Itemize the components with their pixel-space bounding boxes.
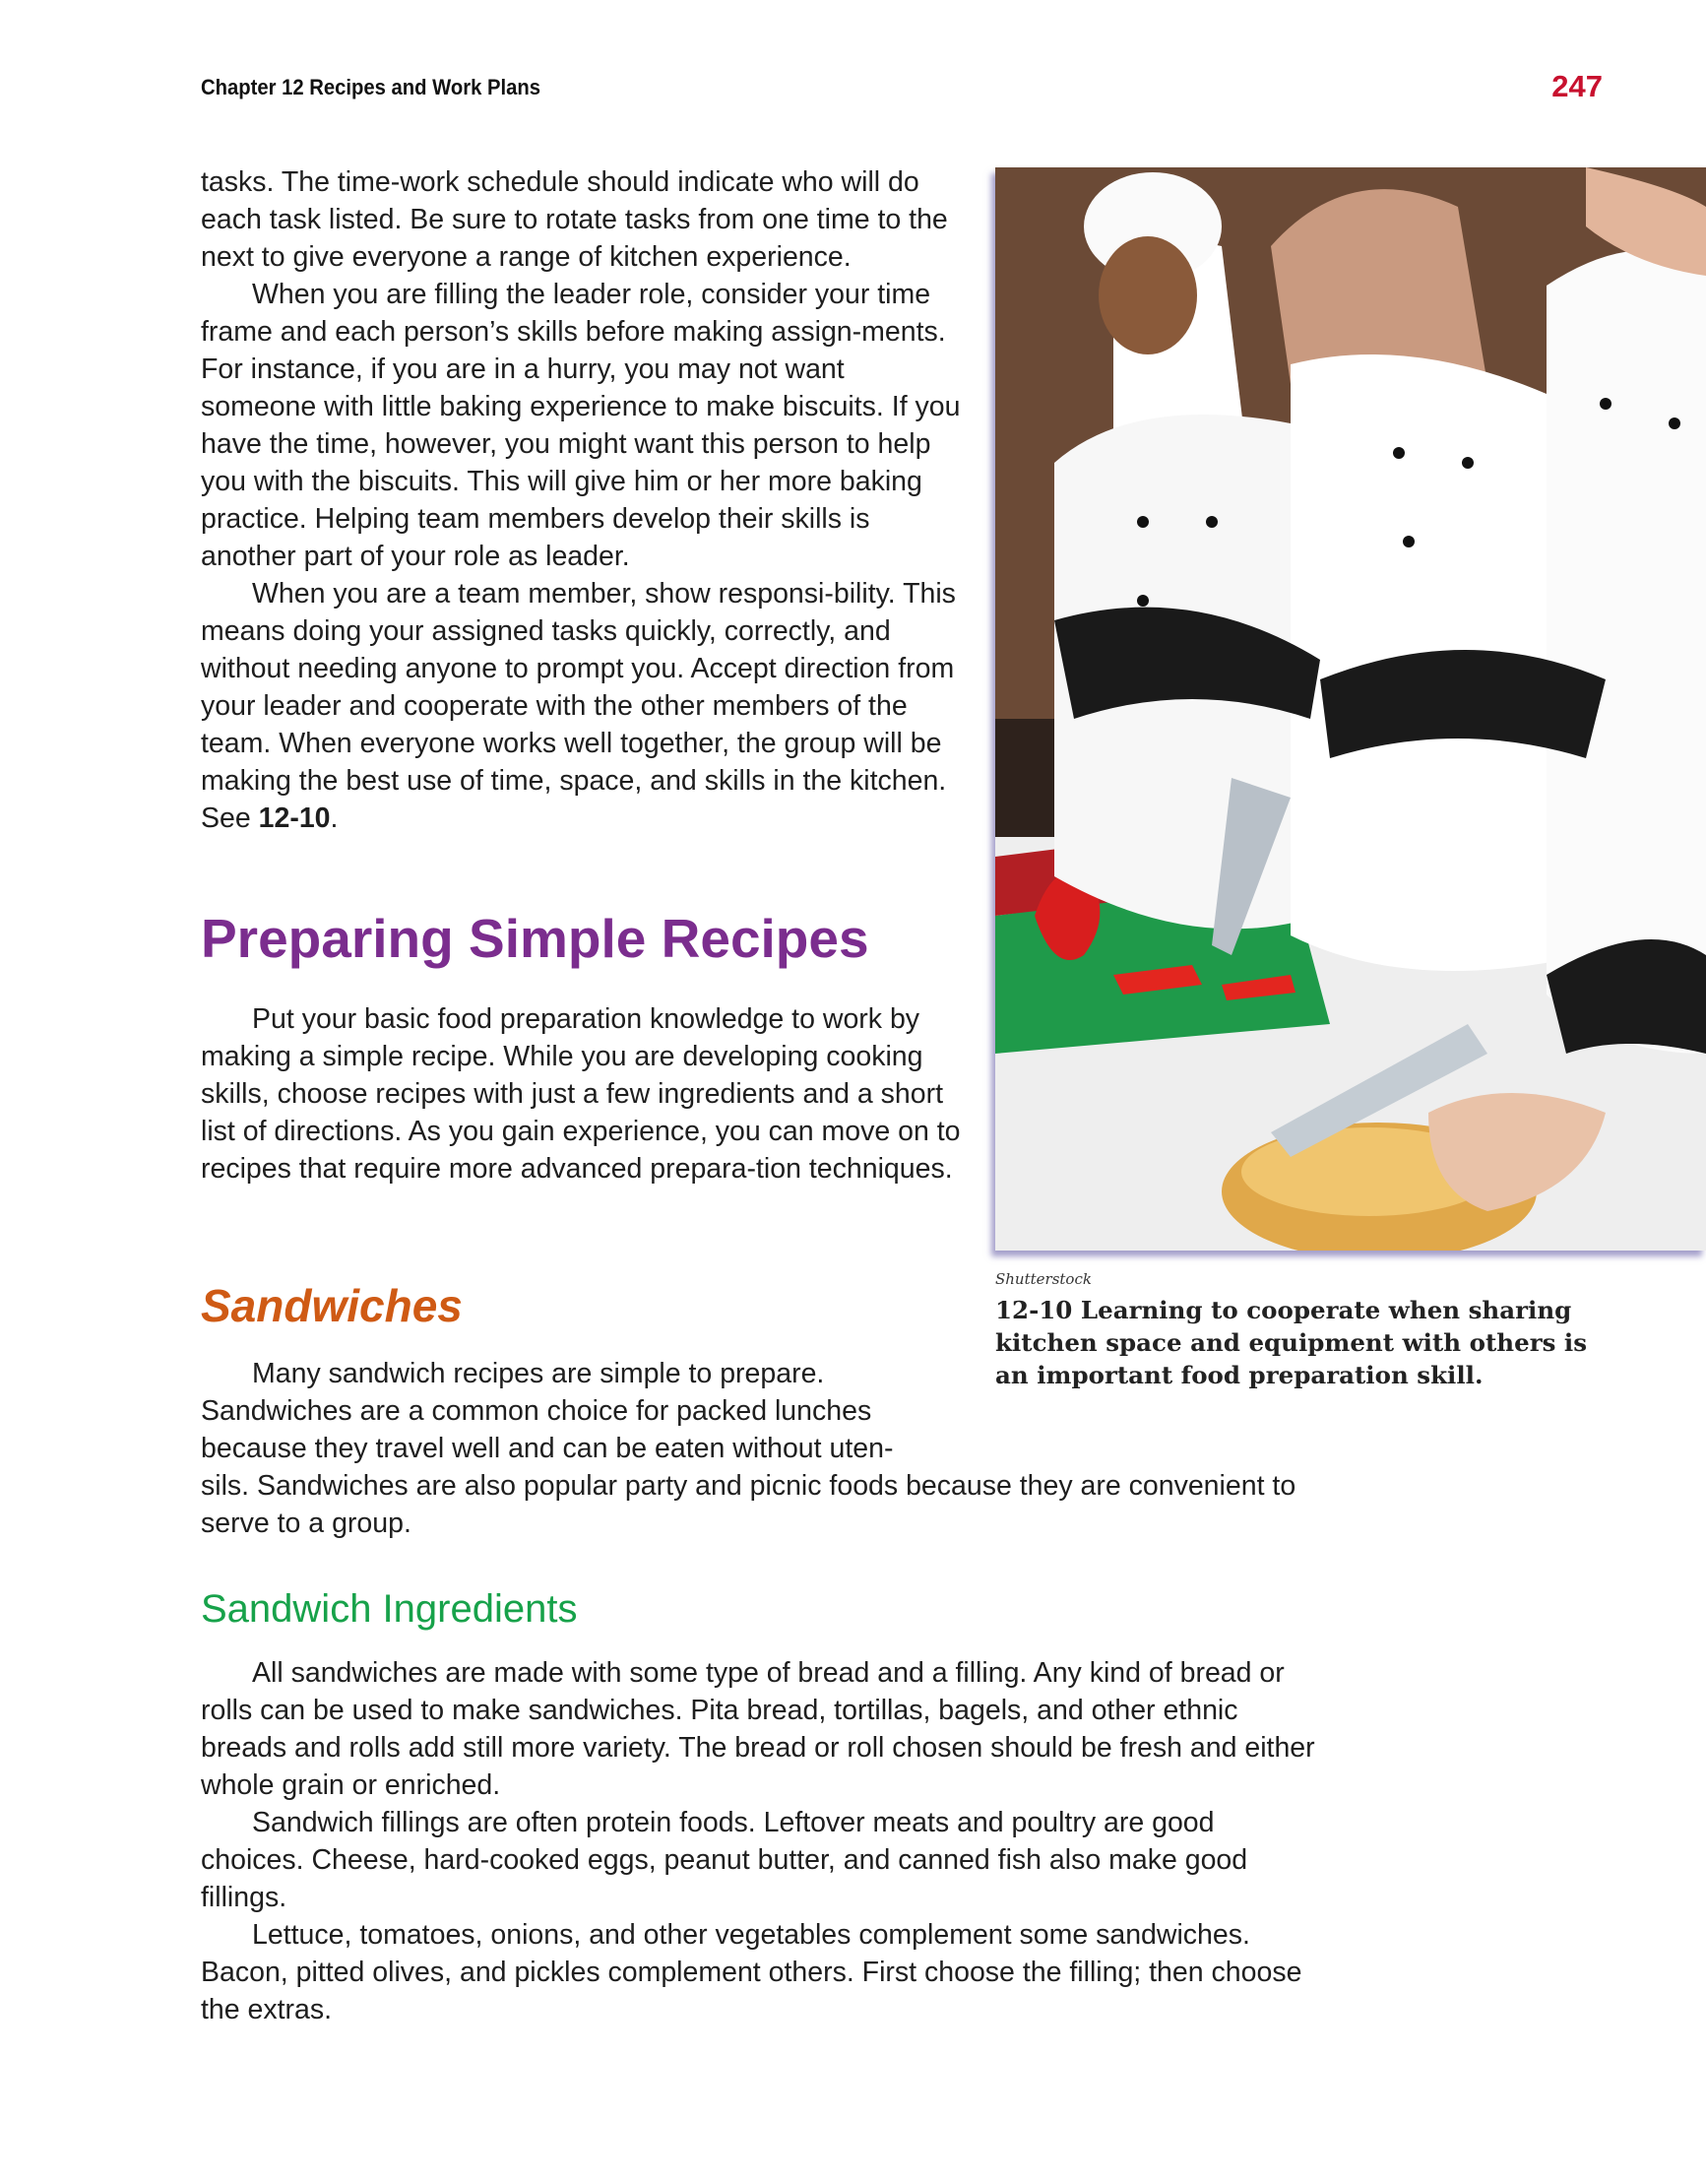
- section-paragraph: Put your basic food preparation knowledge to work by making a simple recipe. While you are developing cooking skills, choose recipes with just a few ingredients and a short list of directions. As you gain experience, you can move on to recipes that require more advanced prepara-tion techniques.: [201, 1003, 961, 1185]
- sandwiches-paragraph-start: Many sandwich recipes are simple to prepare. Sandwiches are a common choice for packed lunches because they travel well and can be eaten without uten-: [201, 1358, 894, 1464]
- intro-paragraph-3: [201, 575, 961, 837]
- figure-caption: 12-10 Learning to cooperate when sharing kitchen space and equipment with others is an important food preparation skill.: [995, 1296, 1588, 1389]
- sandwiches-body-narrow: [201, 1355, 961, 1467]
- intro-paragraph-3-text: When you are a team member, show responsi-bility. This means doing your assigned tasks quickly, correctly, and without needing anyone to prompt you. Accept direction from your leader and cooperate with the other members of the team. When everyone works well together, the group will be making the best use of time, space, and skills in the kitchen. See: [201, 578, 956, 834]
- photo-credit: Shutterstock: [995, 1270, 1092, 1288]
- chefs-photo: [995, 167, 1706, 1251]
- sandwiches-heading: Sandwiches: [201, 1280, 463, 1331]
- ingredients-body: [201, 1654, 1323, 2028]
- ingredients-paragraph-1: All sandwiches are made with some type of bread and a filling. Any kind of bread or rolls can be used to make sandwiches. Pita bread, tortillas, bagels, and other ethnic breads and rolls add still more variety. The bread or roll chosen should be fresh and either whole grain or enriched.: [201, 1657, 1315, 1801]
- intro-paragraph-2: When you are filling the leader role, consider your time frame and each person’s skills before making assign-ments. For instance, if you are in a hurry, you may not want someone with little baking experience to make biscuits. If you have the time, however, you might want this person to help you with the biscuits. This will give him or her more baking practice. Helping team members develop their skills is another part of your role as leader.: [201, 279, 961, 572]
- section-body: [201, 1000, 961, 1188]
- chef-face: [1099, 236, 1197, 354]
- intro-paragraph-3-end: .: [330, 803, 339, 834]
- chefs-photo-illustration: [995, 167, 1706, 1251]
- section-title: Preparing Simple Recipes: [201, 908, 869, 969]
- figure-reference: 12-10: [258, 803, 331, 834]
- intro-paragraph-1: tasks. The time-work schedule should indicate who will do each task listed. Be sure to rotate tasks from one time to the next to give everyone a range of kitchen experience.: [201, 166, 948, 273]
- page-number: 247: [1551, 69, 1603, 103]
- ingredients-paragraph-2: Sandwich fillings are often protein foods. Leftover meats and poultry are good choices. Cheese, hard-cooked eggs, peanut butter, and canned fish also make good fillings.: [201, 1807, 1248, 1913]
- ingredients-heading: Sandwich Ingredients: [201, 1587, 578, 1631]
- intro-text: [201, 163, 961, 837]
- ingredients-paragraph-3: Lettuce, tomatoes, onions, and other vegetables complement some sandwiches. Bacon, pitted olives, and pickles complement others. First choose the filling; then choose the extras.: [201, 1919, 1302, 2025]
- sandwiches-paragraph-end: sils. Sandwiches are also popular party and picnic foods because they are convenient to serve to a group.: [201, 1470, 1296, 1539]
- chef-right: [1547, 250, 1706, 1054]
- sandwiches-body-wide: [201, 1467, 1323, 1542]
- chapter-header: Chapter 12 Recipes and Work Plans: [201, 75, 540, 99]
